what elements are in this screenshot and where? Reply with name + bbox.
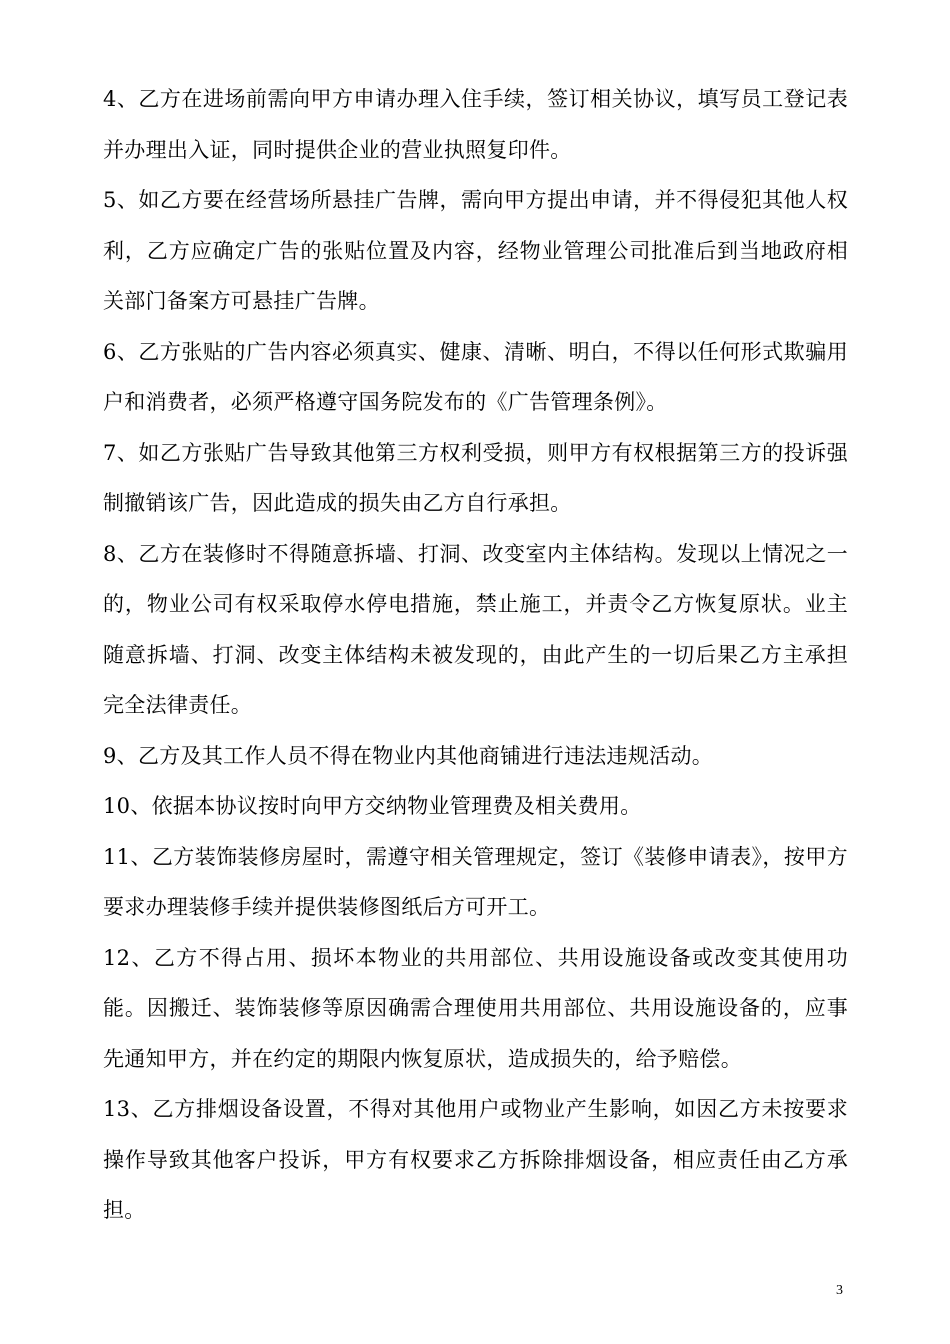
clause-7: 7、如乙方张贴广告导致其他第三方权利受损，则甲方有权根据第三方的投诉强制撤销该广告，因此造成的损失由乙方自行承担。 (103, 440, 848, 515)
clause-9: 9、乙方及其工作人员不得在物业内其他商铺进行违法违规活动。 (103, 743, 714, 768)
clause-11: 11、乙方装饰装修房屋时，需遵守相关管理规定，签订《装修申请表》，按甲方要求办理装修手续并提供装修图纸后方可开工。 (103, 844, 848, 919)
clause-12: 12、乙方不得占用、损坏本物业的共用部位、共用设施设备或改变其使用功能。因搬迁、装饰装修等原因确需合理使用共用部位、共用设施设备的，应事先通知甲方，并在约定的期限内恢复原状，造成损失的，给予赔偿。 (103, 945, 848, 1071)
document-body (103, 74, 848, 1236)
clause-8: 8、乙方在装修时不得随意拆墙、打洞、改变室内主体结构。发现以上情况之一的，物业公司有权采取停水停电措施，禁止施工，并责令乙方恢复原状。业主随意拆墙、打洞、改变主体结构未被发现的，由此产生的一切后果乙方主承担完全法律责任。 (103, 541, 848, 717)
clause-13: 13、乙方排烟设备设置，不得对其他用户或物业产生影响，如因乙方未按要求操作导致其他客户投诉，甲方有权要求乙方拆除排烟设备，相应责任由乙方承担。 (103, 1097, 848, 1222)
page-number: 3 (836, 1283, 843, 1298)
clause-4: 4、乙方在进场前需向甲方申请办理入住手续，签订相关协议，填写员工登记表并办理出入证，同时提供企业的营业执照复印件。 (103, 87, 848, 162)
clause-6: 6、乙方张贴的广告内容必须真实、健康、清晰、明白，不得以任何形式欺骗用户和消费者，必须严格遵守国务院发布的《广告管理条例》。 (103, 339, 848, 414)
clause-5: 5、如乙方要在经营场所悬挂广告牌，需向甲方提出申请，并不得侵犯其他人权利，乙方应确定广告的张贴位置及内容，经物业管理公司批准后到当地政府相关部门备案方可悬挂广告牌。 (103, 188, 848, 313)
clause-10: 10、依据本协议按时向甲方交纳物业管理费及相关费用。 (103, 794, 642, 818)
